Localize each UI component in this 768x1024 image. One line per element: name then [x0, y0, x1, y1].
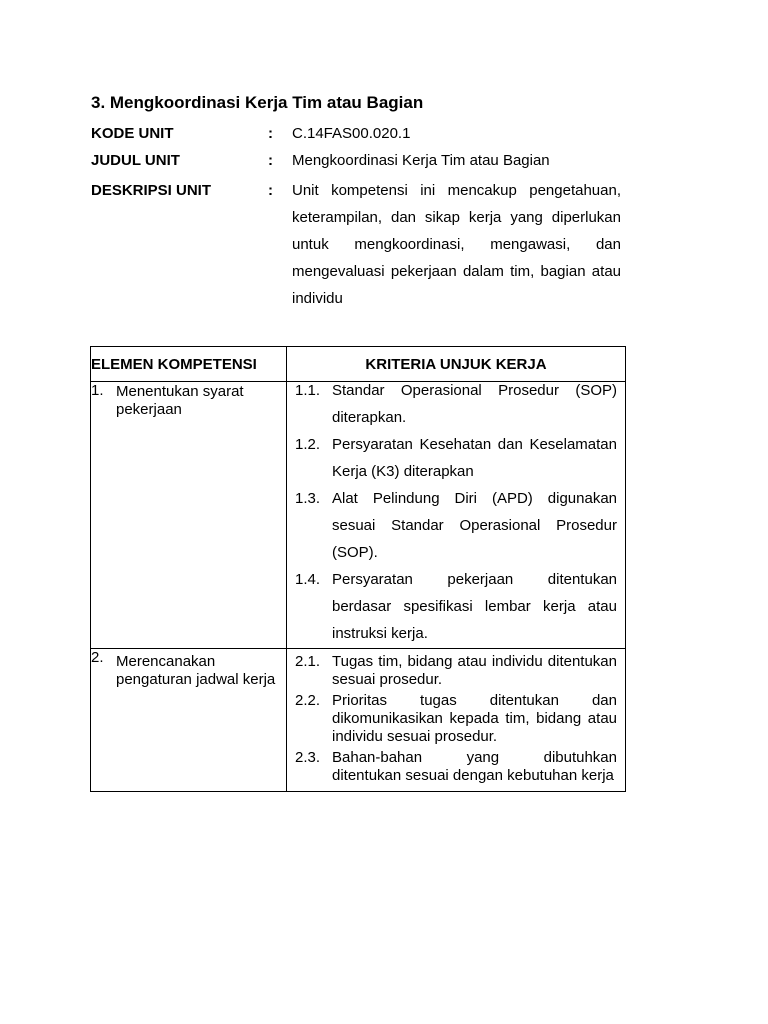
criteria-line: Persyaratan pekerjaan ditentukan: [332, 571, 617, 588]
criteria-number: 2.2.: [295, 692, 321, 709]
deskripsi-unit-label: DESKRIPSI UNIT: [91, 182, 212, 199]
criteria-line: sesuai Standar Operasional Prosedur: [332, 517, 617, 534]
deskripsi-unit-colon: :: [268, 182, 273, 199]
criteria-number: 2.3.: [295, 749, 321, 766]
criteria-number: 1.1.: [295, 382, 321, 399]
criteria-line: instruksi kerja.: [332, 625, 428, 642]
criteria-number: 1.3.: [295, 490, 321, 507]
criteria-line: sesuai prosedur.: [332, 671, 443, 688]
criteria-number: 1.2.: [295, 436, 321, 453]
deskripsi-unit-text: [292, 177, 621, 312]
criteria-cell: [287, 382, 626, 649]
deskripsi-line: individu: [292, 290, 343, 307]
table-row: [91, 382, 626, 649]
criteria-line: Prioritas tugas ditentukan dan: [332, 692, 617, 709]
criteria-line: dikomunikasikan kepada tim, bidang atau: [332, 710, 617, 727]
header-elemen-kompetensi: ELEMEN KOMPETENSI: [91, 347, 287, 382]
criteria-item: [287, 566, 617, 647]
deskripsi-line: keterampilan, dan sikap kerja yang diperlukan: [292, 209, 621, 226]
criteria-line: Alat Pelindung Diri (APD) digunakan: [332, 490, 617, 507]
judul-unit-label: JUDUL UNIT: [91, 152, 180, 169]
criteria-number: 1.4.: [295, 571, 321, 588]
kode-unit-value: C.14FAS00.020.1: [292, 125, 411, 142]
element-number: 1.: [91, 382, 104, 399]
criteria-cell: [287, 649, 626, 792]
criteria-item: [287, 431, 617, 485]
criteria-line: berdasar spesifikasi lembar kerja atau: [332, 598, 617, 615]
kode-unit-label: KODE UNIT: [91, 125, 174, 142]
criteria-item: [287, 653, 617, 689]
deskripsi-line: mengevaluasi pekerjaan dalam tim, bagian atau: [292, 263, 621, 280]
deskripsi-line: untuk mengkoordinasi, mengawasi, dan: [292, 236, 621, 253]
element-cell: [91, 649, 287, 792]
criteria-number: 2.1.: [295, 653, 321, 670]
kode-unit-colon: :: [268, 125, 273, 142]
element-text: Menentukan syarat pekerjaan: [116, 383, 244, 418]
criteria-item: [287, 485, 617, 566]
element-number: 2.: [91, 649, 104, 666]
table-row: [91, 649, 626, 792]
criteria-line: ditentukan sesuai dengan kebutuhan kerja: [332, 767, 614, 784]
competency-table: [90, 346, 626, 792]
element-text: Merencanakan pengaturan jadwal kerja: [116, 653, 276, 688]
unit-heading: 3. Mengkoordinasi Kerja Tim atau Bagian: [91, 93, 424, 112]
criteria-item: [287, 377, 617, 431]
element-cell: [91, 382, 287, 649]
criteria-item: [287, 692, 617, 746]
criteria-line: individu sesuai prosedur.: [332, 728, 498, 745]
criteria-line: (SOP).: [332, 544, 378, 561]
criteria-line: Persyaratan Kesehatan dan Keselamatan: [332, 436, 617, 453]
criteria-line: diterapkan.: [332, 409, 407, 426]
deskripsi-line: Unit kompetensi ini mencakup pengetahuan,: [292, 182, 621, 199]
criteria-line: Bahan-bahan yang dibutuhkan: [332, 749, 617, 766]
criteria-line: Tugas tim, bidang atau individu ditentukan: [332, 653, 617, 670]
judul-unit-value: Mengkoordinasi Kerja Tim atau Bagian: [292, 152, 550, 169]
criteria-line: Standar Operasional Prosedur (SOP): [332, 382, 617, 399]
judul-unit-colon: :: [268, 152, 273, 169]
criteria-item: [287, 749, 617, 785]
criteria-line: Kerja (K3) diterapkan: [332, 463, 474, 480]
header-kriteria-unjuk-kerja: KRITERIA UNJUK KERJA: [287, 347, 626, 382]
